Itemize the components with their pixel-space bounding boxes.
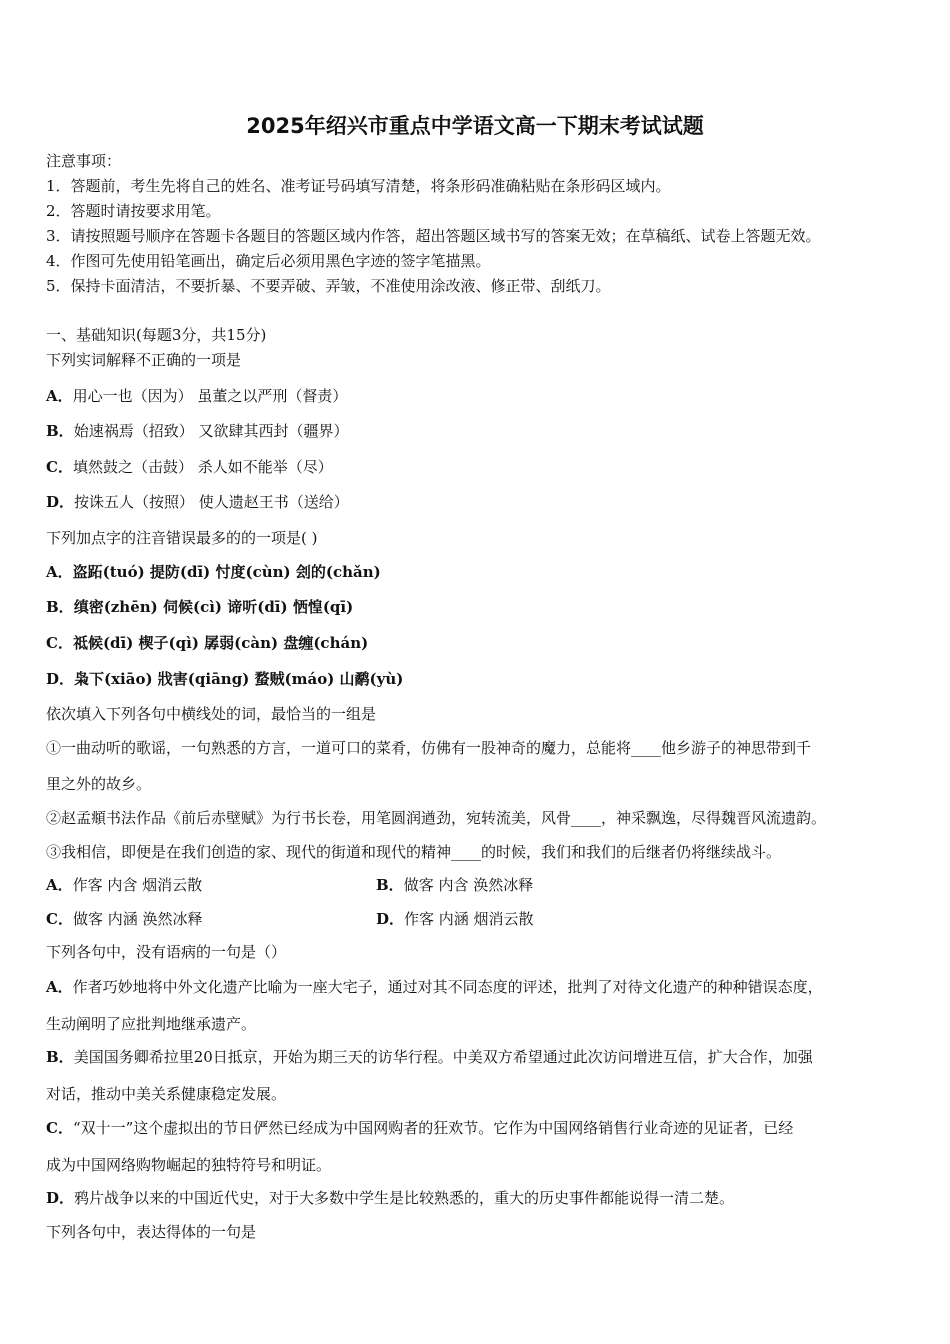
- option-row: [376, 875, 533, 895]
- option-text: “双十一”这个虚拟出的节日俨然已经成为中国网购者的狂欢节。它作为中国网络销售行业奇迹的见证者，已经: [72, 1119, 794, 1137]
- option-text: 填然鼓之（击鼓） 杀人如不能举（尽）: [72, 458, 333, 476]
- option-text-continued: 生动阐明了应批判地继承遗产。: [46, 1015, 257, 1033]
- section-heading: 一、基础知识(每题3分，共15分): [46, 326, 267, 344]
- question-stem: 下列实词解释不正确的一项是: [46, 351, 242, 369]
- option-text: 用心一也（因为） 虽董之以严刑（督责）: [72, 387, 348, 405]
- option-row: [376, 909, 534, 929]
- option-text: 祗候(dī) 楔子(qì) 孱弱(càn) 盘缠(chán): [72, 634, 369, 652]
- notice-heading: 注意事项：: [46, 152, 122, 170]
- option-letter: A．: [46, 876, 73, 894]
- option-row: [46, 1047, 813, 1067]
- notice-item: 4．作图可先使用铅笔画出，确定后必须用黑色字迹的签字笔描黑。: [46, 252, 491, 270]
- question-stem: 下列加点字的注音错误最多的的一项是( ): [46, 529, 318, 547]
- option-row: [46, 386, 347, 406]
- sentence: ②赵孟頫书法作品《前后赤壁赋》为行书长卷，用笔圆润遒劲，宛转流美，风骨____，神采飘逸，尽得魏晋风流遗韵。: [46, 809, 827, 827]
- option-letter: C．: [46, 1119, 73, 1137]
- option-text: 作客 内涵 烟消云散: [404, 910, 534, 928]
- sentence: 里之外的故乡。: [46, 775, 152, 793]
- notice-item: 3．请按照题号顺序在答题卡各题目的答题区域内作答，超出答题区域书写的答案无效；在草稿纸、试卷上答题无效。: [46, 227, 821, 245]
- question-stem: 依次填入下列各句中横线处的词，最恰当的一组是: [46, 705, 377, 723]
- notice-item: 1．答题前，考生先将自己的姓名、准考证号码填写清楚，将条形码准确粘贴在条形码区域内。: [46, 177, 671, 195]
- option-row: [46, 562, 381, 582]
- question-stem: 下列各句中，没有语病的一句是（）: [46, 943, 287, 961]
- option-row: [46, 492, 349, 512]
- option-letter: A．: [46, 978, 73, 996]
- option-row: [46, 977, 823, 997]
- notice-item: 2．答题时请按要求用笔。: [46, 202, 221, 220]
- option-letter: C．: [46, 458, 73, 476]
- option-text: 缜密(zhēn) 伺候(cì) 谛听(dī) 恓惶(qī): [73, 598, 354, 616]
- option-text: 始速祸焉（招致） 又欲肆其西封（疆界）: [73, 422, 349, 440]
- option-row: [46, 633, 368, 653]
- option-letter: A．: [46, 563, 73, 581]
- question-stem: 下列各句中，表达得体的一句是: [46, 1223, 257, 1241]
- option-text: 盗跖(tuó) 提防(dī) 忖度(cùn) 刽的(chǎn): [72, 563, 381, 581]
- option-letter: B．: [46, 1048, 74, 1066]
- option-text: 鸦片战争以来的中国近代史，对于大多数中学生是比较熟悉的，重大的历史事件都能说得一清二楚。: [74, 1189, 735, 1207]
- option-row: [46, 875, 202, 895]
- option-letter: A．: [46, 387, 73, 405]
- option-row: [46, 457, 333, 477]
- option-text-continued: 对话，推动中美关系健康稳定发展。: [46, 1085, 287, 1103]
- notice-item: 5．保持卡面清洁，不要折暴、不要弄破、弄皱，不准使用涂改液、修正带、刮纸刀。: [46, 277, 611, 295]
- option-text: 按诛五人（按照） 使人遗赵王书（送给）: [74, 493, 349, 511]
- option-text: 枭下(xiāo) 戕害(qiāng) 蝥贼(máo) 山鹬(yù): [74, 670, 404, 688]
- option-text: 做客 内涵 涣然冰释: [72, 910, 203, 928]
- option-letter: C．: [46, 634, 73, 652]
- option-text: 做客 内含 涣然冰释: [403, 876, 534, 894]
- option-row: [46, 597, 353, 617]
- option-letter: C．: [46, 910, 73, 928]
- option-letter: B．: [46, 598, 74, 616]
- option-text-continued: 成为中国网络购物崛起的独特符号和明证。: [46, 1156, 332, 1174]
- option-row: [46, 1188, 734, 1208]
- option-text: 作者巧妙地将中外文化遗产比喻为一座大宅子，通过对其不同态度的评述，批判了对待文化遗产的种种错误态度，: [72, 978, 823, 996]
- option-text: 美国国务卿希拉里20日抵京，开始为期三天的访华行程。中美双方希望通过此次访问增进互信，扩大合作，加强: [73, 1048, 813, 1066]
- page-title: 2025年绍兴市重点中学语文高一下期末考试试题: [246, 114, 704, 138]
- option-letter: D．: [46, 670, 75, 688]
- option-row: [46, 909, 203, 929]
- option-text: 作客 内含 烟消云散: [72, 876, 203, 894]
- option-row: [46, 1118, 793, 1138]
- option-letter: B．: [376, 876, 404, 894]
- option-letter: D．: [376, 910, 405, 928]
- sentence: ③我相信，即便是在我们创造的家、现代的街道和现代的精神____的时候，我们和我们的后继者仍将继续战斗。: [46, 843, 782, 861]
- option-row: [46, 421, 348, 441]
- option-letter: D．: [46, 493, 75, 511]
- option-row: [46, 669, 403, 689]
- option-letter: B．: [46, 422, 74, 440]
- option-letter: D．: [46, 1189, 75, 1207]
- sentence: ①一曲动听的歌谣，一句熟悉的方言，一道可口的菜肴，仿佛有一股神奇的魔力，总能将____他乡游子的神思带到千: [46, 739, 812, 757]
